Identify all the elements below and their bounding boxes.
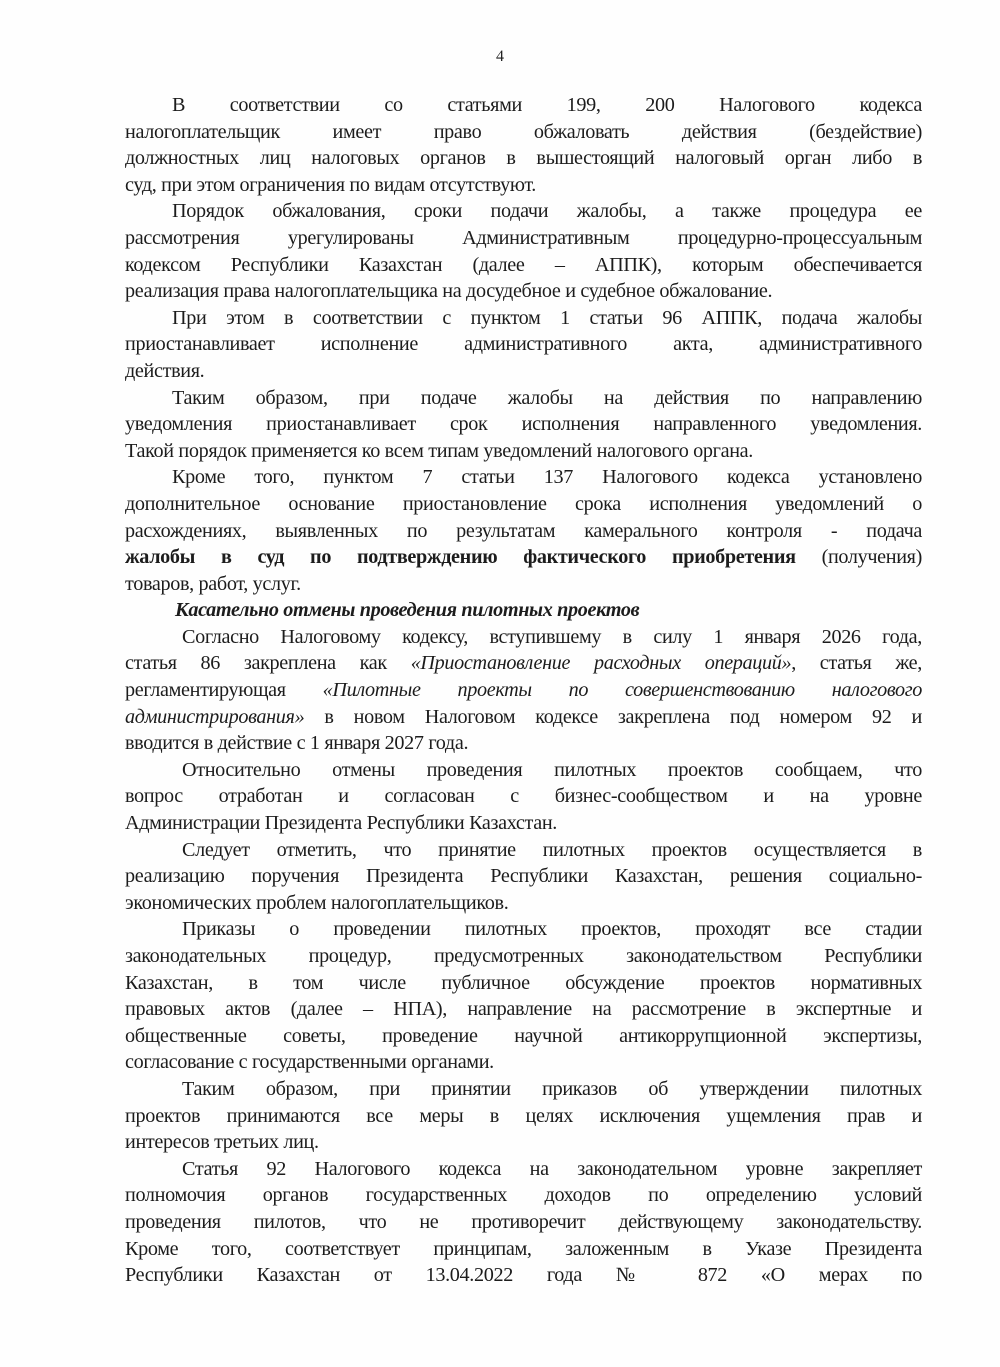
text-line: проведения пилотов, что не противоречит действующему законодательству. — [125, 1210, 922, 1233]
text-line: дополнительное основание приостановление срока исполнения уведомлений о — [125, 492, 922, 515]
text-line: уведомления приостанавливает срок исполнения направленного уведомления. — [125, 413, 922, 436]
text-line: вводится в действие с 1 января 2027 года. — [125, 732, 469, 755]
text-line: интересов третьих лиц. — [125, 1131, 319, 1154]
italic-quote: администрирования» — [125, 705, 305, 728]
text-line: Следует отметить, что принятие пилотных проектов осуществляется в — [182, 838, 922, 861]
paragraph — [125, 837, 922, 917]
text-line: полномочия органов государственных доходов по определению условий — [125, 1184, 922, 1207]
text-line: налогоплательщик имеет право обжаловать действия (бездействие) — [125, 120, 922, 143]
text-line: Согласно Налоговому кодексу, вступившему в силу 1 января 2026 года, — [182, 625, 922, 648]
text-line: экономических проблем налогоплательщиков. — [125, 891, 509, 914]
paragraph — [125, 464, 922, 597]
text-line: Такой порядок применяется ко всем типам уведомлений налогового органа. — [125, 439, 753, 462]
text-line: товаров, работ, услуг. — [125, 572, 301, 595]
text-line: Казахстан, в том числе публичное обсуждение проектов нормативных — [125, 971, 922, 994]
section-heading: Касательно отмены проведения пилотных проектов — [175, 599, 640, 622]
text-line: реализация права налогоплательщика на досудебное и судебное обжалование. — [125, 280, 773, 303]
text-line: Кроме того, пунктом 7 статьи 137 Налогового кодекса установлено — [172, 466, 922, 489]
text-line: должностных лиц налоговых органов в вышестоящий налоговый орган либо в — [125, 147, 922, 170]
text-line: Кроме того, соответствует принципам, заложенным в Указе Президента — [125, 1237, 922, 1260]
paragraph — [125, 1076, 922, 1156]
text-fragment: статья 86 закреплена как — [125, 652, 411, 675]
text-line — [125, 704, 922, 731]
text-line: суд, при этом ограничения по видам отсутствуют. — [125, 173, 536, 196]
text-line: Порядок обжалования, сроки подачи жалобы, а также процедура ее — [172, 200, 922, 223]
text-line — [125, 544, 922, 571]
text-line: Статья 92 Налогового кодекса на законодательном уровне закрепляет — [182, 1157, 922, 1180]
paragraph — [125, 305, 922, 385]
text-line: реализацию поручения Президента Республики Казахстан, решения социально- — [125, 865, 922, 888]
text-fragment: в новом Налоговом кодексе закреплена под номером 92 и — [304, 705, 922, 728]
text-line: рассмотрения урегулированы Административным процедурно-процессуальным — [125, 226, 922, 249]
text-line — [125, 650, 922, 677]
text-line — [125, 677, 922, 704]
paragraph — [125, 198, 922, 304]
text-line: В соответствии со статьями 199, 200 Налогового кодекса — [172, 94, 922, 116]
text-line: проектов принимаются все меры в целях исключения ущемления прав и — [125, 1104, 922, 1127]
text-line: Приказы о проведении пилотных проектов, проходят все стадии — [182, 918, 922, 941]
paragraph — [125, 757, 922, 837]
paragraph — [125, 624, 922, 757]
paragraph — [125, 92, 922, 198]
text-line: расхождениях, выявленных по результатам камерального контроля - подача — [125, 519, 922, 542]
text-line: общественные советы, проведение научной антикоррупционной экспертизы, — [125, 1024, 922, 1047]
document-body — [125, 92, 922, 1289]
text-line: вопрос отработан и согласован с бизнес-сообществом и на уровне — [125, 785, 922, 808]
text-line: кодексом Республики Казахстан (далее – АППК), которым обеспечивается — [125, 253, 922, 276]
text-line: приостанавливает исполнение административного акта, административного — [125, 333, 922, 356]
italic-quote: «Пилотные проекты по совершенствованию налогового — [322, 679, 922, 702]
text-fragment: (получения) — [795, 546, 922, 569]
text-line: действия. — [125, 359, 205, 382]
paragraph — [125, 1156, 922, 1289]
text-line: При этом в соответствии с пунктом 1 статьи 96 АППК, подача жалобы — [172, 306, 922, 329]
text-line: Администрации Президента Республики Казахстан. — [125, 812, 558, 835]
text-line: правовых актов (далее – НПА), направление на рассмотрение в экспертные и — [125, 998, 922, 1021]
paragraph — [125, 385, 922, 465]
text-line: Относительно отмены проведения пилотных проектов сообщаем, что — [182, 758, 922, 781]
text-fragment: , статья же, — [791, 652, 922, 675]
text-line: Таким образом, при подаче жалобы на действия по направлению — [172, 386, 922, 409]
text-line: согласование с государственными органами. — [125, 1051, 494, 1074]
page-number: 4 — [496, 48, 504, 65]
text-line: Республики Казахстан от 13.04.2022 года № 872 «О мерах по — [125, 1264, 922, 1287]
bold-emphasis: жалобы в суд по подтверждению фактического приобретения — [125, 546, 796, 569]
paragraph — [125, 916, 922, 1076]
text-fragment: регламентирующая — [125, 679, 323, 702]
italic-quote: «Приостановление расходных операций» — [410, 652, 792, 675]
text-line: Таким образом, при принятии приказов об утверждении пилотных — [182, 1077, 922, 1100]
text-line: законодательных процедур, предусмотренных законодательством Республики — [125, 945, 922, 967]
